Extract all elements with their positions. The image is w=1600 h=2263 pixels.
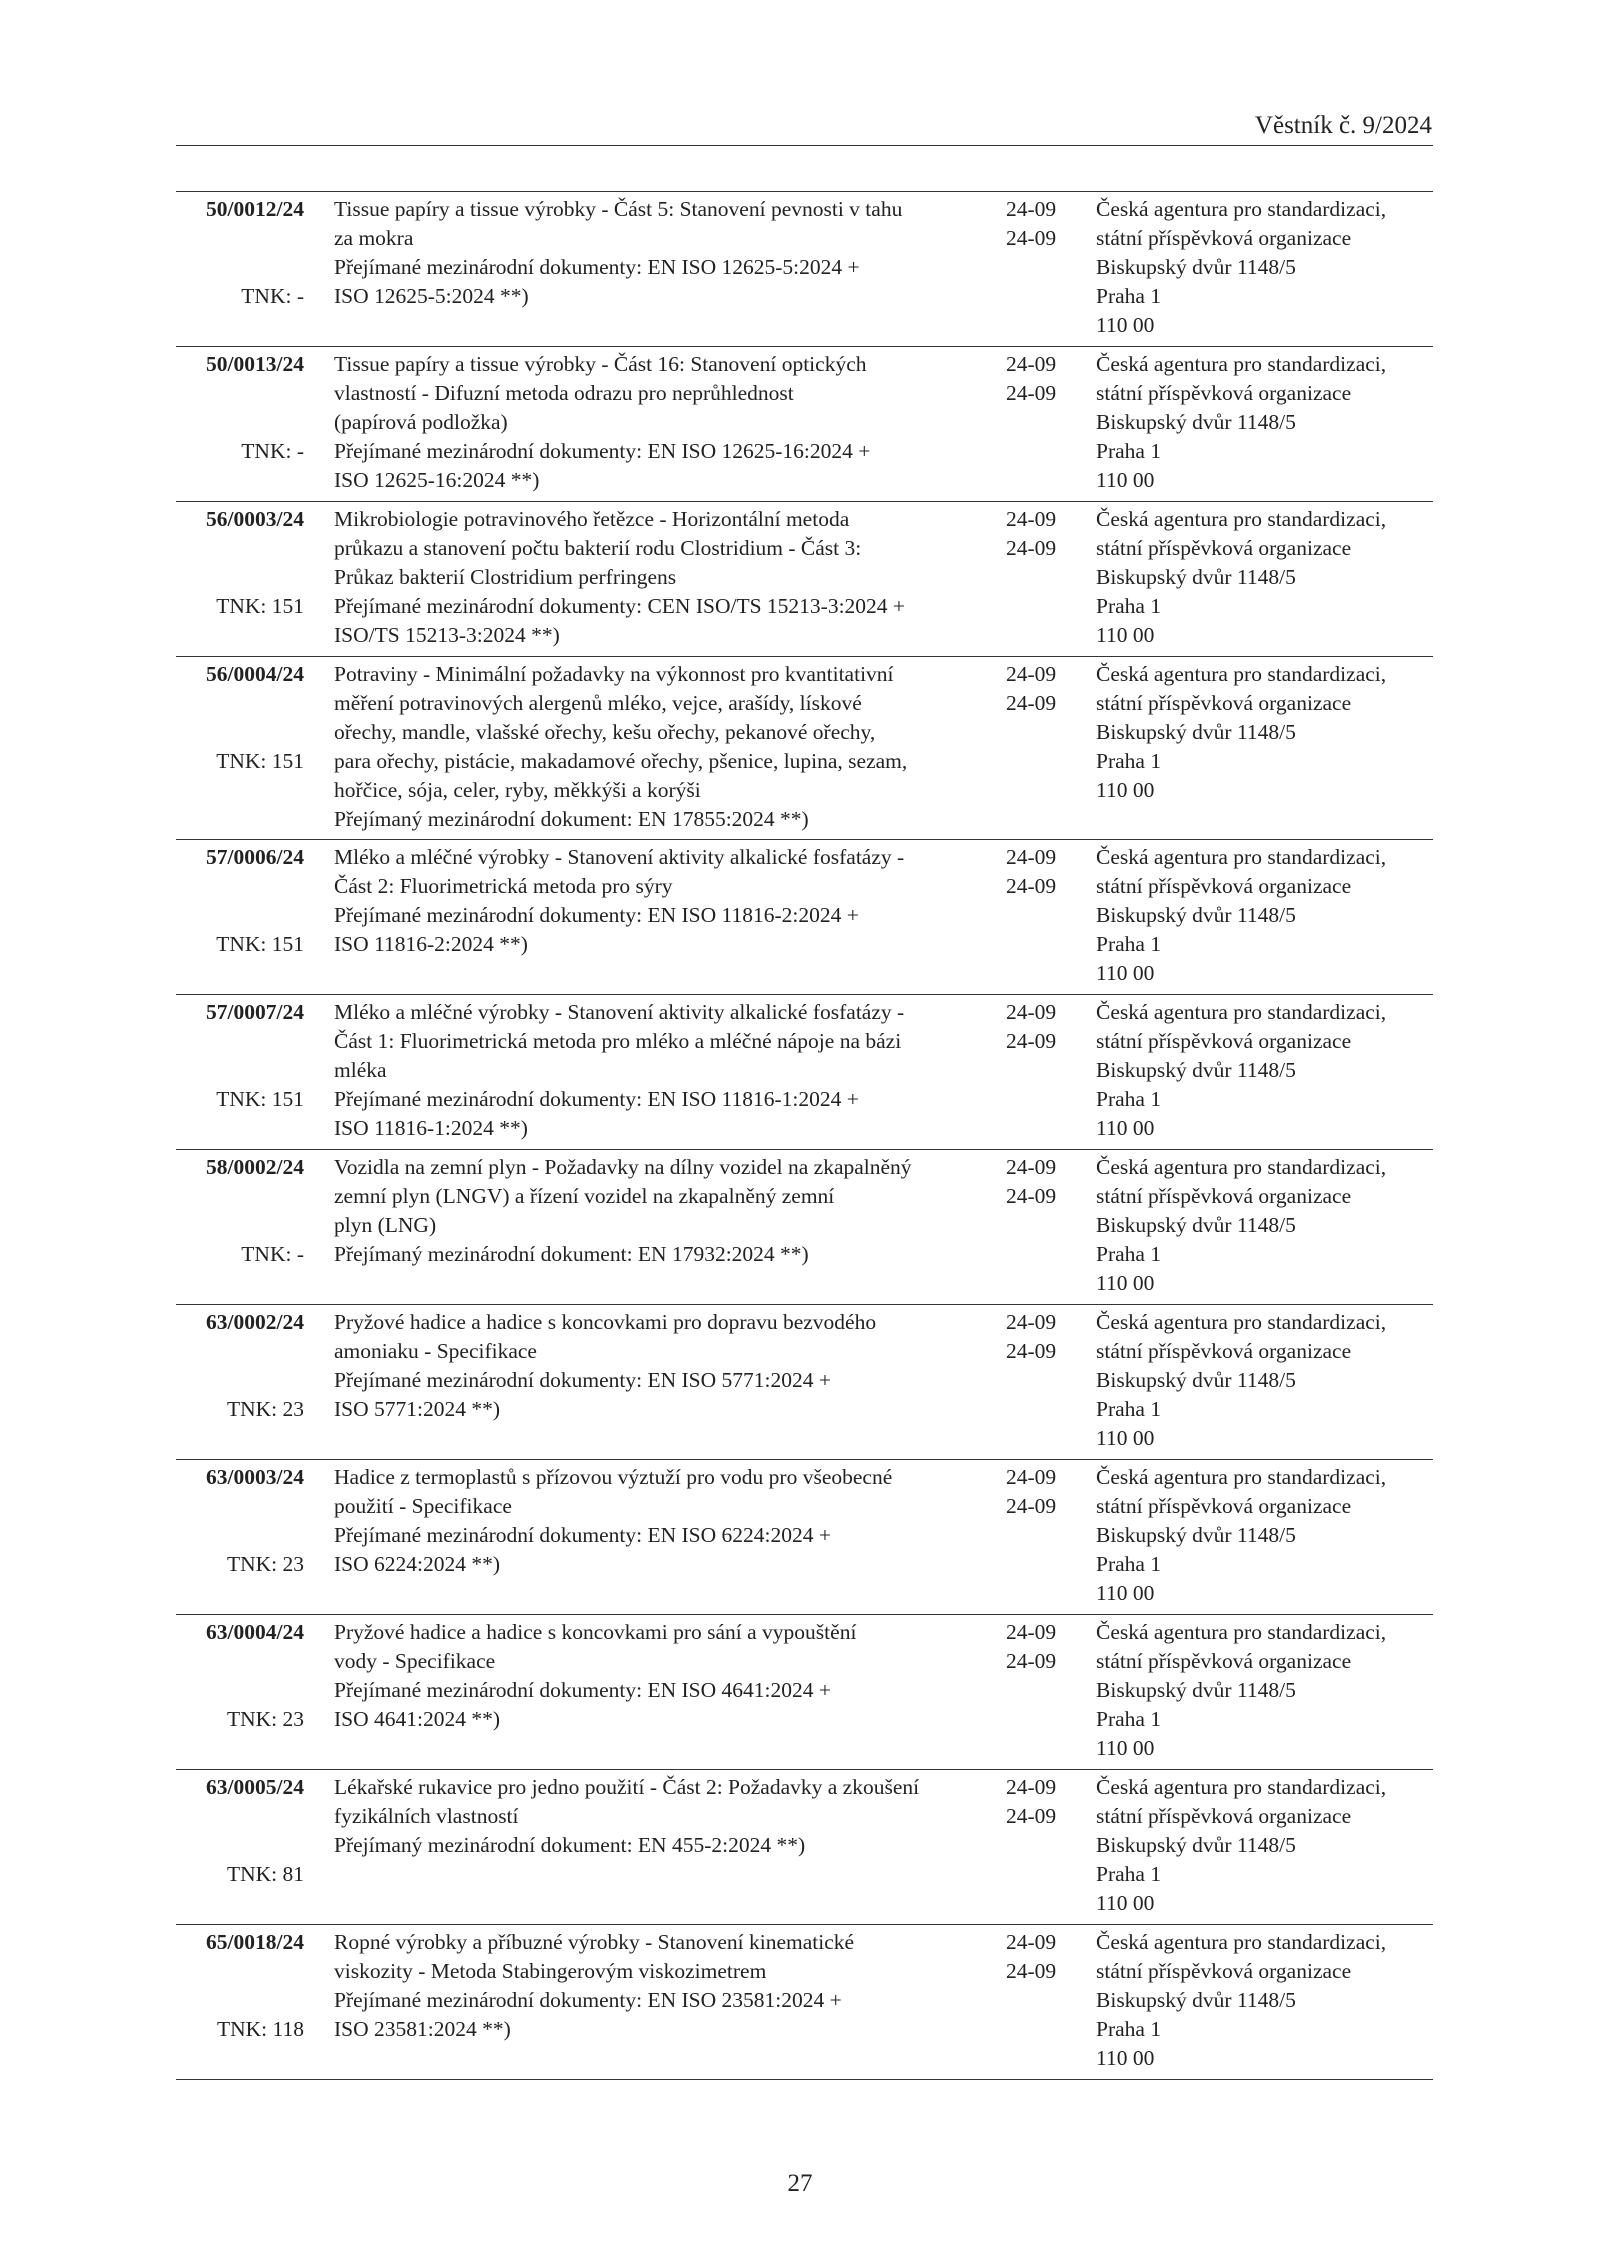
address-line: Česká agentura pro standardizaci, xyxy=(1096,1465,1387,1489)
standard-number: 56/0003/24 xyxy=(206,507,304,531)
description-line: para ořechy, pistácie, makadamové ořechy, pšenice, lupina, sezam, xyxy=(334,749,908,773)
date-value: 24-09 xyxy=(1006,874,1057,898)
organization-address xyxy=(1096,350,1436,495)
address-line: Biskupský dvůr 1148/5 xyxy=(1096,565,1296,589)
date-value: 24-09 xyxy=(1006,536,1057,560)
address-line: státní příspěvková organizace xyxy=(1096,1494,1352,1518)
description-line: Ropné výrobky a příbuzné výrobky - Stanovení kinematické xyxy=(334,1930,855,1954)
address-line: státní příspěvková organizace xyxy=(1096,1339,1352,1363)
standard-description xyxy=(334,1463,1014,1579)
address-line: státní příspěvková organizace xyxy=(1096,874,1352,898)
standard-number: 63/0003/24 xyxy=(206,1465,304,1489)
standard-dates xyxy=(1006,1773,1076,1831)
standard-entry xyxy=(176,657,1433,840)
description-line: Mléko a mléčné výrobky - Stanovení aktivity alkalické fosfatázy - xyxy=(334,845,905,869)
address-line: Biskupský dvůr 1148/5 xyxy=(1096,1058,1296,1082)
description-line: fyzikálních vlastností xyxy=(334,1804,519,1828)
description-line: Pryžové hadice a hadice s koncovkami pro dopravu bezvodého xyxy=(334,1310,877,1334)
standard-entry xyxy=(176,192,1433,347)
header-divider xyxy=(176,145,1433,146)
description-line: Přejímané mezinárodní dokumenty: EN ISO 23581:2024 + xyxy=(334,1988,842,2012)
address-line: Biskupský dvůr 1148/5 xyxy=(1096,720,1296,744)
standard-description xyxy=(334,195,1014,311)
description-line: ISO 11816-2:2024 **) xyxy=(334,932,528,956)
address-line: Česká agentura pro standardizaci, xyxy=(1096,352,1387,376)
address-line: Česká agentura pro standardizaci, xyxy=(1096,197,1387,221)
date-value: 24-09 xyxy=(1006,1649,1057,1673)
description-line: Mléko a mléčné výrobky - Stanovení aktivity alkalické fosfatázy - xyxy=(334,1000,905,1024)
standard-dates xyxy=(1006,998,1076,1056)
address-line: Biskupský dvůr 1148/5 xyxy=(1096,903,1296,927)
standard-description xyxy=(334,1153,1014,1269)
standard-dates xyxy=(1006,843,1076,901)
standard-number: 63/0002/24 xyxy=(206,1310,304,1334)
address-line: 110 00 xyxy=(1096,313,1155,337)
address-line: Biskupský dvůr 1148/5 xyxy=(1096,1988,1296,2012)
address-line: Česká agentura pro standardizaci, xyxy=(1096,662,1387,686)
description-line: měření potravinových alergenů mléko, vejce, arašídy, lískové xyxy=(334,691,862,715)
address-line: Česká agentura pro standardizaci, xyxy=(1096,1775,1387,1799)
date-value: 24-09 xyxy=(1006,507,1057,531)
standard-dates xyxy=(1006,1153,1076,1211)
address-line: 110 00 xyxy=(1096,1891,1155,1915)
tnk-label: TNK: 23 xyxy=(226,1707,304,1731)
standard-dates xyxy=(1006,1463,1076,1521)
standard-dates xyxy=(1006,1618,1076,1676)
address-line: Biskupský dvůr 1148/5 xyxy=(1096,1678,1296,1702)
description-line: ISO 23581:2024 **) xyxy=(334,2017,511,2041)
description-line: ISO 5771:2024 **) xyxy=(334,1397,501,1421)
address-line: státní příspěvková organizace xyxy=(1096,1959,1352,1983)
standard-entry xyxy=(176,1460,1433,1615)
organization-address xyxy=(1096,660,1436,805)
tnk-label: TNK: 151 xyxy=(216,594,304,618)
address-line: 110 00 xyxy=(1096,1581,1155,1605)
tnk-label: TNK: 23 xyxy=(226,1552,304,1576)
description-line: Přejímané mezinárodní dokumenty: EN ISO 12625-16:2024 + xyxy=(334,439,871,463)
description-line: Tissue papíry a tissue výrobky - Část 5: Stanovení pevnosti v tahu xyxy=(334,197,903,221)
standard-description xyxy=(334,843,1014,959)
standard-dates xyxy=(1006,1308,1076,1366)
standard-entry xyxy=(176,1925,1433,2080)
date-value: 24-09 xyxy=(1006,1465,1057,1489)
description-line: Přejímané mezinárodní dokumenty: EN ISO 12625-5:2024 + xyxy=(334,255,860,279)
description-line: Přejímaný mezinárodní dokument: EN 455-2:2024 **) xyxy=(334,1833,806,1857)
date-value: 24-09 xyxy=(1006,1310,1057,1334)
page-number: 27 xyxy=(787,2170,813,2197)
address-line: Biskupský dvůr 1148/5 xyxy=(1096,410,1296,434)
date-value: 24-09 xyxy=(1006,1620,1057,1644)
standard-entry xyxy=(176,1150,1433,1305)
description-line: ISO 11816-1:2024 **) xyxy=(334,1116,528,1140)
address-line: 110 00 xyxy=(1096,778,1155,802)
address-line: 110 00 xyxy=(1096,468,1155,492)
date-value: 24-09 xyxy=(1006,226,1057,250)
description-line: použití - Specifikace xyxy=(334,1494,512,1518)
description-line: Přejímané mezinárodní dokumenty: EN ISO 11816-1:2024 + xyxy=(334,1087,859,1111)
standard-entry xyxy=(176,502,1433,657)
standard-number: 65/0018/24 xyxy=(206,1930,304,1954)
address-line: státní příspěvková organizace xyxy=(1096,1184,1352,1208)
address-line: Praha 1 xyxy=(1096,594,1162,618)
tnk-label: TNK: 151 xyxy=(216,749,304,773)
standard-number: 50/0012/24 xyxy=(206,197,304,221)
organization-address xyxy=(1096,1618,1436,1763)
organization-address xyxy=(1096,195,1436,340)
date-value: 24-09 xyxy=(1006,381,1057,405)
standard-entry xyxy=(176,1770,1433,1925)
address-line: Praha 1 xyxy=(1096,2017,1162,2041)
standard-description xyxy=(334,505,1014,650)
tnk-label: TNK: 151 xyxy=(216,1087,304,1111)
standard-dates xyxy=(1006,1928,1076,1986)
address-line: Praha 1 xyxy=(1096,284,1162,308)
tnk-label: TNK: 151 xyxy=(216,932,304,956)
organization-address xyxy=(1096,1308,1436,1453)
standard-entry xyxy=(176,1615,1433,1770)
address-line: státní příspěvková organizace xyxy=(1096,1029,1352,1053)
description-line: amoniaku - Specifikace xyxy=(334,1339,537,1363)
standard-description xyxy=(334,1773,1014,1860)
date-value: 24-09 xyxy=(1006,1000,1057,1024)
tnk-label: TNK: 23 xyxy=(226,1397,304,1421)
date-value: 24-09 xyxy=(1006,691,1057,715)
standard-description xyxy=(334,350,1014,495)
address-line: Biskupský dvůr 1148/5 xyxy=(1096,1368,1296,1392)
date-value: 24-09 xyxy=(1006,1494,1057,1518)
date-value: 24-09 xyxy=(1006,1959,1057,1983)
description-line: Pryžové hadice a hadice s koncovkami pro sání a vypouštění xyxy=(334,1620,857,1644)
description-line: ISO/TS 15213-3:2024 **) xyxy=(334,623,560,647)
date-value: 24-09 xyxy=(1006,197,1057,221)
address-line: Česká agentura pro standardizaci, xyxy=(1096,845,1387,869)
address-line: Česká agentura pro standardizaci, xyxy=(1096,507,1387,531)
organization-address xyxy=(1096,1463,1436,1608)
description-line: zemní plyn (LNGV) a řízení vozidel na zkapalněný zemní xyxy=(334,1184,835,1208)
description-line: plyn (LNG) xyxy=(334,1213,437,1237)
standard-dates xyxy=(1006,195,1076,253)
standard-description xyxy=(334,998,1014,1143)
date-value: 24-09 xyxy=(1006,845,1057,869)
date-value: 24-09 xyxy=(1006,352,1057,376)
date-value: 24-09 xyxy=(1006,1930,1057,1954)
description-line: Přejímaný mezinárodní dokument: EN 17855:2024 **) xyxy=(334,807,809,831)
standard-dates xyxy=(1006,350,1076,408)
address-line: 110 00 xyxy=(1096,1426,1155,1450)
standard-description xyxy=(334,1618,1014,1734)
description-line: ISO 4641:2024 **) xyxy=(334,1707,501,1731)
description-line: Hadice z termoplastů s přízovou výztuží pro vodu pro všeobecné xyxy=(334,1465,893,1489)
description-line: za mokra xyxy=(334,226,414,250)
standard-number: 63/0005/24 xyxy=(206,1775,304,1799)
address-line: Praha 1 xyxy=(1096,749,1162,773)
organization-address xyxy=(1096,1153,1436,1298)
organization-address xyxy=(1096,505,1436,650)
standard-description xyxy=(334,660,1014,834)
address-line: Česká agentura pro standardizaci, xyxy=(1096,1155,1387,1179)
address-line: Praha 1 xyxy=(1096,1552,1162,1576)
standard-entry xyxy=(176,995,1433,1150)
date-value: 24-09 xyxy=(1006,1804,1057,1828)
description-line: viskozity - Metoda Stabingerovým viskozimetrem xyxy=(334,1959,767,1983)
address-line: 110 00 xyxy=(1096,2046,1155,2070)
description-line: Potraviny - Minimální požadavky na výkonnost pro kvantitativní xyxy=(334,662,894,686)
description-line: Přejímané mezinárodní dokumenty: EN ISO 4641:2024 + xyxy=(334,1678,831,1702)
address-line: státní příspěvková organizace xyxy=(1096,1649,1352,1673)
description-line: Přejímané mezinárodní dokumenty: EN ISO 11816-2:2024 + xyxy=(334,903,859,927)
organization-address xyxy=(1096,843,1436,988)
date-value: 24-09 xyxy=(1006,1155,1057,1179)
description-line: ISO 6224:2024 **) xyxy=(334,1552,501,1576)
description-line: Přejímaný mezinárodní dokument: EN 17932:2024 **) xyxy=(334,1242,809,1266)
standard-entry xyxy=(176,347,1433,502)
tnk-label: TNK: - xyxy=(241,284,304,308)
standard-number: 50/0013/24 xyxy=(206,352,304,376)
address-line: státní příspěvková organizace xyxy=(1096,381,1352,405)
date-value: 24-09 xyxy=(1006,1184,1057,1208)
standard-dates xyxy=(1006,660,1076,718)
organization-address xyxy=(1096,998,1436,1143)
address-line: Praha 1 xyxy=(1096,932,1162,956)
description-line: (papírová podložka) xyxy=(334,410,508,434)
description-line: průkazu a stanovení počtu bakterií rodu Clostridium - Část 3: xyxy=(334,536,862,560)
standard-number: 56/0004/24 xyxy=(206,662,304,686)
description-line: Mikrobiologie potravinového řetězce - Horizontální metoda xyxy=(334,507,850,531)
description-line: vlastností - Difuzní metoda odrazu pro neprůhlednost xyxy=(334,381,794,405)
address-line: Česká agentura pro standardizaci, xyxy=(1096,1930,1387,1954)
address-line: Česká agentura pro standardizaci, xyxy=(1096,1310,1387,1334)
description-line: Tissue papíry a tissue výrobky - Část 16: Stanovení optických xyxy=(334,352,867,376)
address-line: Biskupský dvůr 1148/5 xyxy=(1096,255,1296,279)
address-line: 110 00 xyxy=(1096,1736,1155,1760)
address-line: Praha 1 xyxy=(1096,1862,1162,1886)
description-line: Přejímané mezinárodní dokumenty: EN ISO 5771:2024 + xyxy=(334,1368,831,1392)
description-line: vody - Specifikace xyxy=(334,1649,496,1673)
organization-address xyxy=(1096,1773,1436,1918)
standard-description xyxy=(334,1308,1014,1424)
address-line: Praha 1 xyxy=(1096,1397,1162,1421)
standard-dates xyxy=(1006,505,1076,563)
tnk-label: TNK: 81 xyxy=(226,1862,304,1886)
standard-entry xyxy=(176,1305,1433,1460)
standards-list xyxy=(176,191,1433,2080)
standard-number: 63/0004/24 xyxy=(206,1620,304,1644)
tnk-label: TNK: 118 xyxy=(217,2017,304,2041)
address-line: 110 00 xyxy=(1096,1271,1155,1295)
page-header: Věstník č. 9/2024 xyxy=(1254,112,1432,139)
description-line: ISO 12625-16:2024 **) xyxy=(334,468,540,492)
organization-address xyxy=(1096,1928,1436,2073)
description-line: Přejímané mezinárodní dokumenty: EN ISO 6224:2024 + xyxy=(334,1523,831,1547)
description-line: Přejímané mezinárodní dokumenty: CEN ISO/TS 15213-3:2024 + xyxy=(334,594,906,618)
standard-description xyxy=(334,1928,1014,2044)
address-line: Praha 1 xyxy=(1096,439,1162,463)
address-line: Česká agentura pro standardizaci, xyxy=(1096,1000,1387,1024)
address-line: 110 00 xyxy=(1096,623,1155,647)
description-line: mléka xyxy=(334,1058,387,1082)
date-value: 24-09 xyxy=(1006,1339,1057,1363)
date-value: 24-09 xyxy=(1006,1775,1057,1799)
description-line: ořechy, mandle, vlašské ořechy, kešu ořechy, pekanové ořechy, xyxy=(334,720,876,744)
description-line: Průkaz bakterií Clostridium perfringens xyxy=(334,565,677,589)
address-line: Biskupský dvůr 1148/5 xyxy=(1096,1213,1296,1237)
address-line: Česká agentura pro standardizaci, xyxy=(1096,1620,1387,1644)
standard-entry xyxy=(176,840,1433,995)
date-value: 24-09 xyxy=(1006,1029,1057,1053)
description-line: Vozidla na zemní plyn - Požadavky na dílny vozidel na zkapalněný xyxy=(334,1155,912,1179)
address-line: státní příspěvková organizace xyxy=(1096,691,1352,715)
address-line: Biskupský dvůr 1148/5 xyxy=(1096,1833,1296,1857)
address-line: 110 00 xyxy=(1096,961,1155,985)
standard-number: 57/0007/24 xyxy=(206,1000,304,1024)
address-line: Praha 1 xyxy=(1096,1242,1162,1266)
address-line: státní příspěvková organizace xyxy=(1096,226,1352,250)
description-line: Lékařské rukavice pro jedno použití - Část 2: Požadavky a zkoušení xyxy=(334,1775,920,1799)
description-line: ISO 12625-5:2024 **) xyxy=(334,284,529,308)
description-line: Část 2: Fluorimetrická metoda pro sýry xyxy=(334,874,673,898)
address-line: Praha 1 xyxy=(1096,1087,1162,1111)
description-line: hořčice, sója, celer, ryby, měkkýši a korýši xyxy=(334,778,701,802)
tnk-label: TNK: - xyxy=(241,1242,304,1266)
tnk-label: TNK: - xyxy=(241,439,304,463)
address-line: Biskupský dvůr 1148/5 xyxy=(1096,1523,1296,1547)
standard-number: 57/0006/24 xyxy=(206,845,304,869)
address-line: státní příspěvková organizace xyxy=(1096,1804,1352,1828)
address-line: 110 00 xyxy=(1096,1116,1155,1140)
standard-number: 58/0002/24 xyxy=(206,1155,304,1179)
description-line: Část 1: Fluorimetrická metoda pro mléko a mléčné nápoje na bázi xyxy=(334,1029,902,1053)
address-line: Praha 1 xyxy=(1096,1707,1162,1731)
address-line: státní příspěvková organizace xyxy=(1096,536,1352,560)
date-value: 24-09 xyxy=(1006,662,1057,686)
